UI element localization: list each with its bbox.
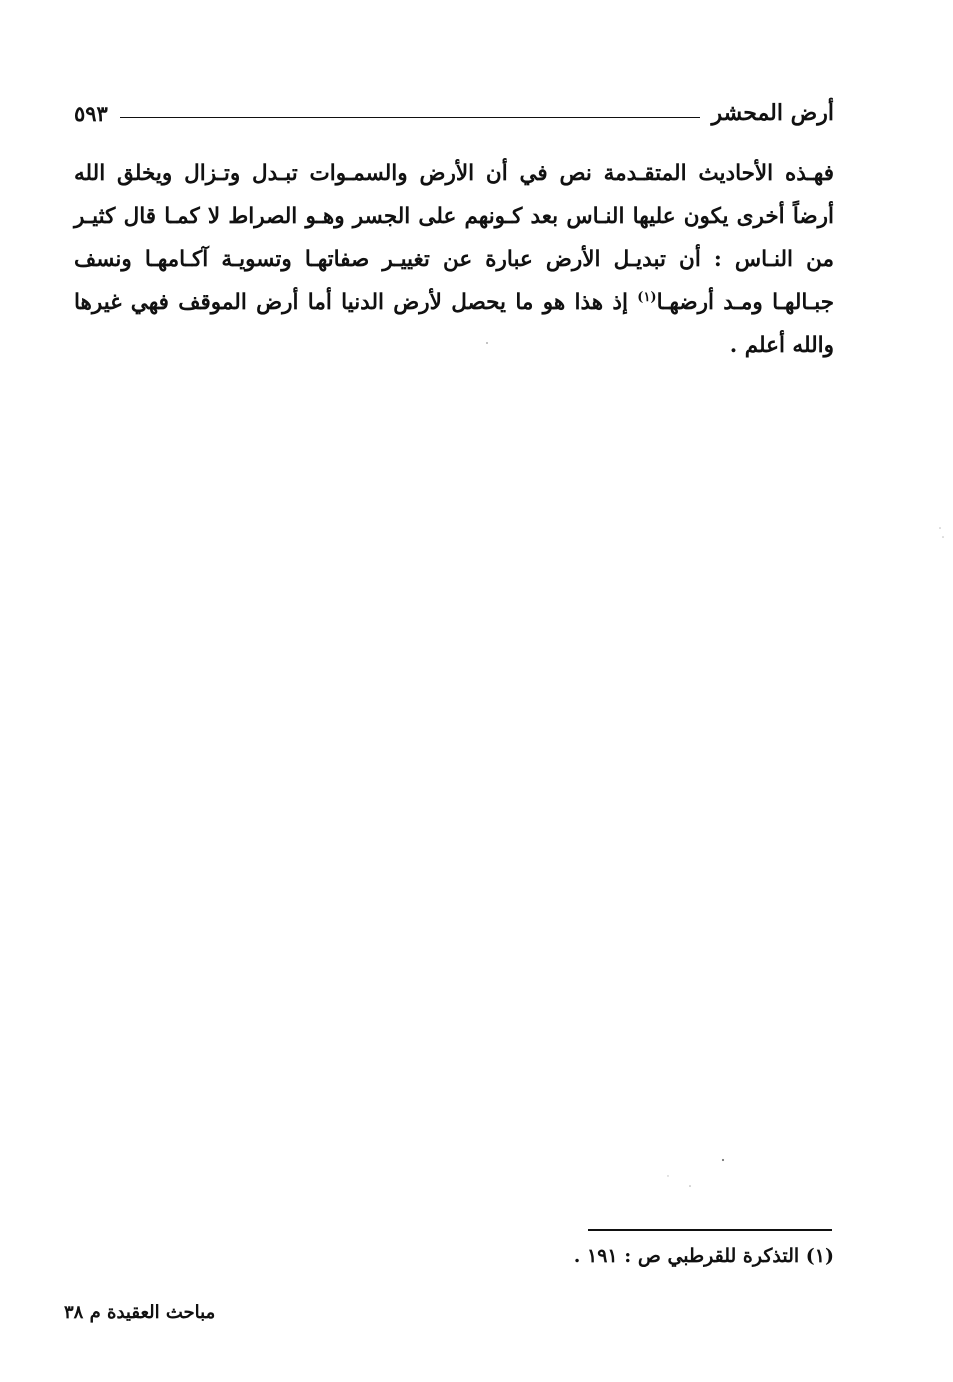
scan-speck [667, 1175, 668, 1176]
running-title: أرض المحشر [711, 100, 834, 126]
printer-signature: مباحث العقيدة م ٣٨ [64, 1302, 216, 1323]
body-text-tail: إذ هذا هو ما يحصل لأرض الدنيا أما أرض الموقف فهي غيرها والله أعلم . [74, 290, 834, 358]
scan-speck [942, 536, 944, 538]
footnote-text: (١) التذكرة للقرطبي ص : ١٩١ . [573, 1245, 834, 1267]
scan-speck [486, 342, 488, 344]
scan-speck [722, 1159, 724, 1161]
footnote-reference: (١) [637, 289, 657, 305]
scan-speck [939, 527, 941, 529]
page-number: ٥٩٣ [74, 100, 108, 126]
scan-speck [689, 1185, 691, 1187]
body-text-main: فهـذه الأحاديث المتقـدمة نص في أن الأرض والسمـوات تبـدل وتـزال ويخلق الله أرضاً أخرى يكون عليها النـاس بعد كـونهم على الجسر وهـو الصراط لا كمـا قال كثيـر من النـاس : أن تبديـل الأرض عبارة عن تغييـر صفاتهـا وتسويـة آكـامهـا ونسف جبـالهـا ومـد أرضهـا [74, 161, 835, 315]
